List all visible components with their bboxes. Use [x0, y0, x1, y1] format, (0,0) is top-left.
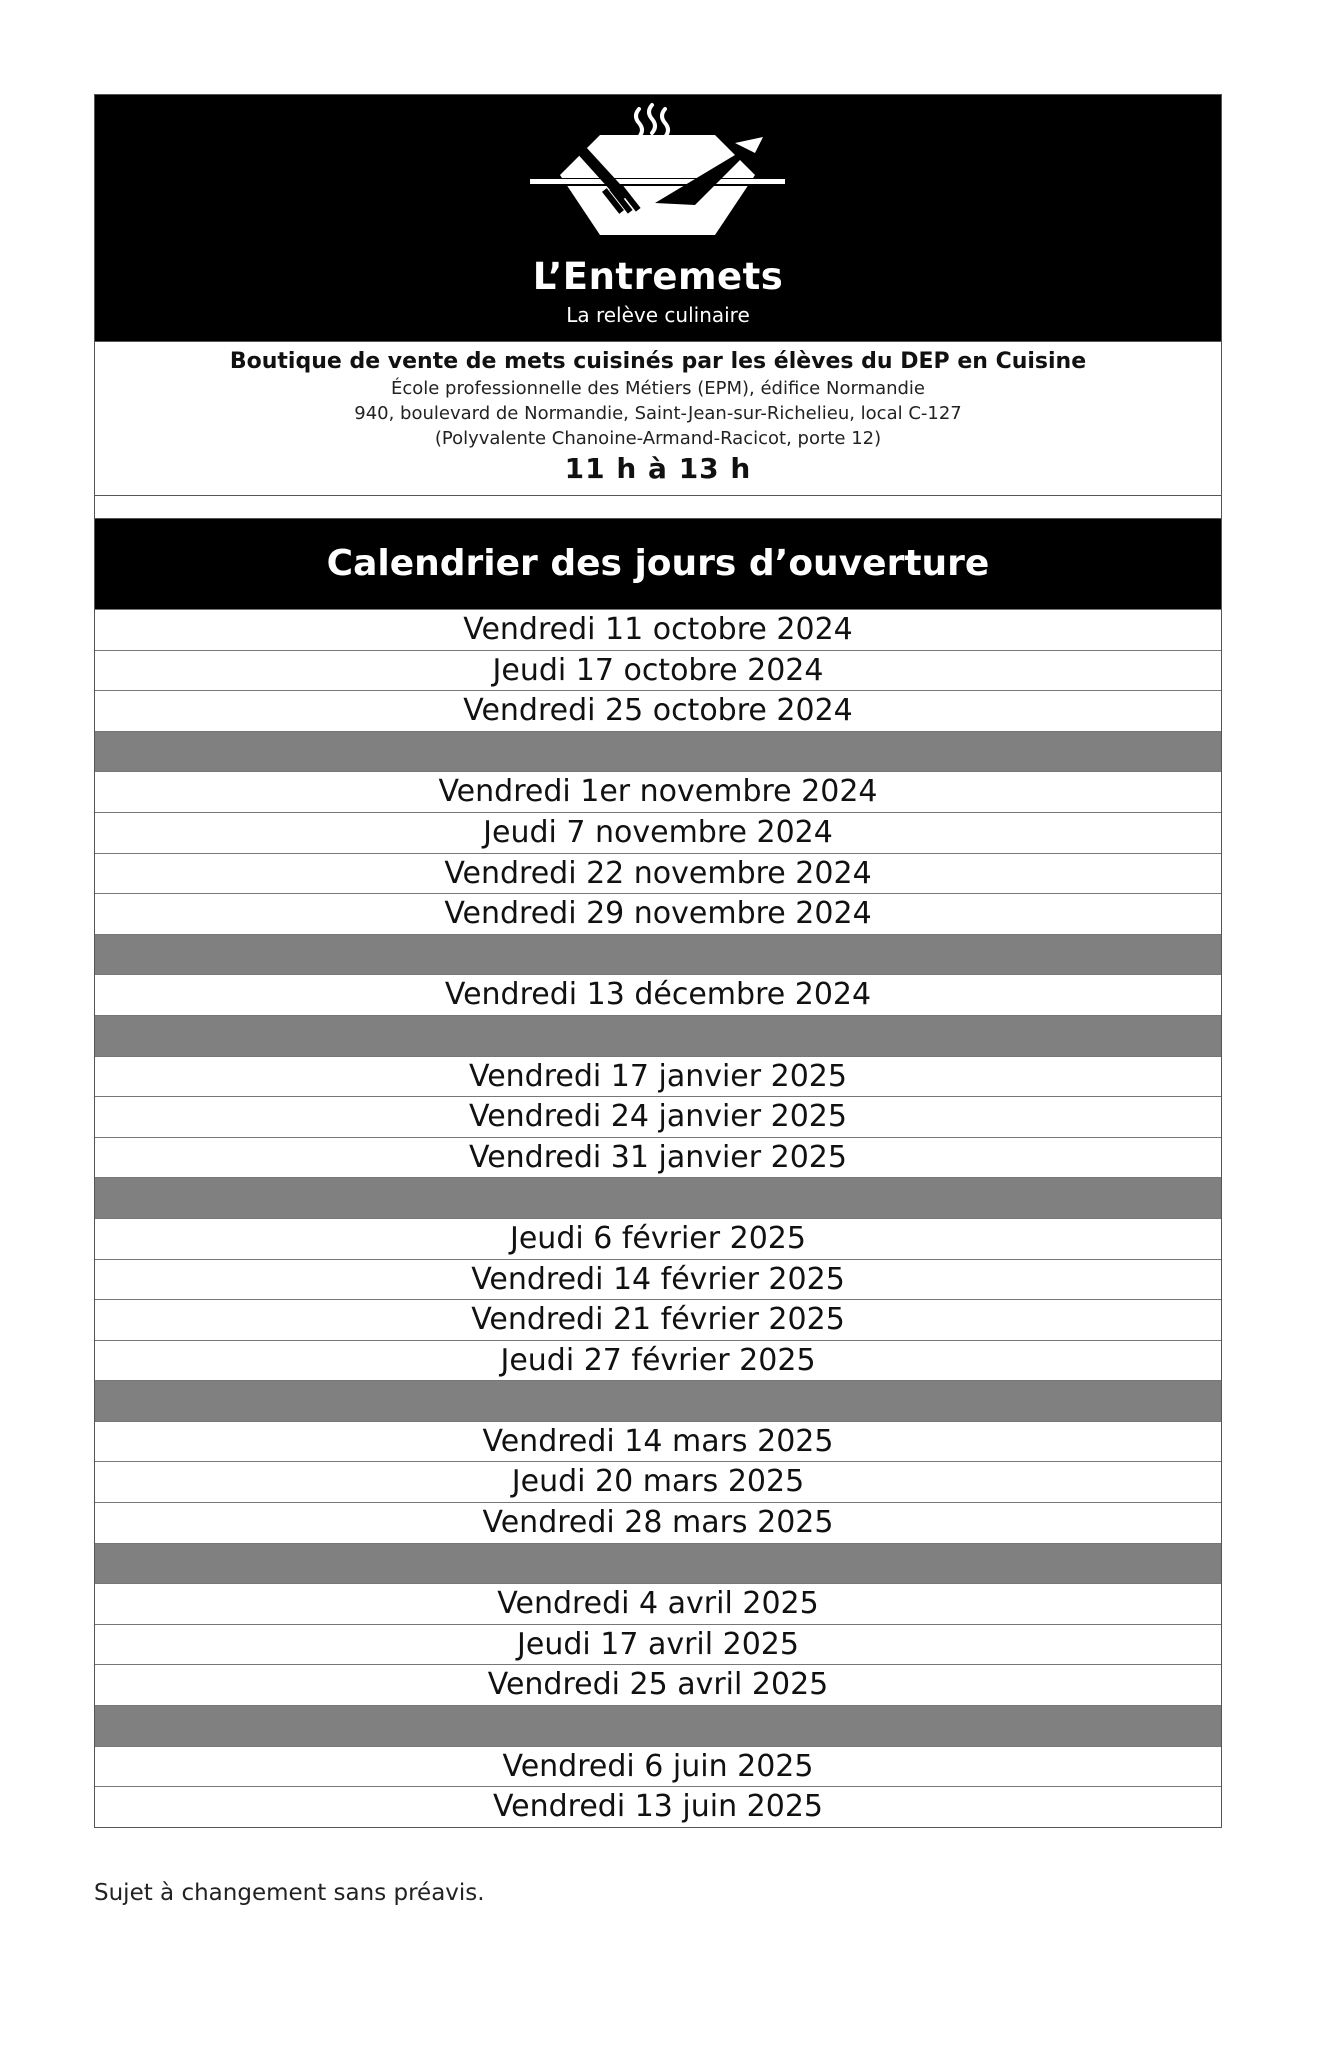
date-row: Jeudi 6 février 2025 [95, 1218, 1221, 1259]
date-row: Vendredi 4 avril 2025 [95, 1583, 1221, 1624]
month-separator-row [95, 1015, 1221, 1056]
date-row: Jeudi 17 octobre 2024 [95, 650, 1221, 691]
date-row: Vendredi 14 février 2025 [95, 1259, 1221, 1300]
month-separator-row [95, 731, 1221, 772]
date-row: Vendredi 21 février 2025 [95, 1299, 1221, 1340]
plate-fork-knife-steam-icon [95, 95, 1221, 255]
date-row: Vendredi 22 novembre 2024 [95, 853, 1221, 894]
date-row: Vendredi 24 janvier 2025 [95, 1096, 1221, 1137]
date-row: Vendredi 13 décembre 2024 [95, 974, 1221, 1015]
date-row: Vendredi 29 novembre 2024 [95, 893, 1221, 934]
date-row: Jeudi 27 février 2025 [95, 1340, 1221, 1381]
store-info [95, 341, 1221, 496]
month-separator-row [95, 1543, 1221, 1584]
date-row: Vendredi 14 mars 2025 [95, 1421, 1221, 1462]
date-row: Vendredi 6 juin 2025 [95, 1746, 1221, 1787]
door-info: (Polyvalente Chanoine-Armand-Racicot, porte 12) [434, 428, 882, 449]
store-description: Boutique de vente de mets cuisinés par les élèves du DEP en Cuisine [229, 349, 1087, 374]
month-separator-row [95, 1177, 1221, 1218]
date-row: Vendredi 31 janvier 2025 [95, 1137, 1221, 1178]
date-row: Jeudi 7 novembre 2024 [95, 812, 1221, 853]
school-name: École professionnelle des Métiers (EPM), édifice Normandie [390, 378, 926, 399]
brand-banner [95, 95, 1221, 341]
date-row: Vendredi 25 avril 2025 [95, 1664, 1221, 1705]
date-row: Vendredi 1er novembre 2024 [95, 771, 1221, 812]
schedule-sheet [94, 94, 1222, 1828]
brand-name: L’Entremets [532, 255, 784, 298]
address: 940, boulevard de Normandie, Saint-Jean-sur-Richelieu, local C-127 [354, 403, 962, 424]
month-separator-row [95, 1705, 1221, 1746]
brand-tagline: La relève culinaire [566, 303, 750, 327]
opening-hours: 11 h à 13 h [564, 452, 752, 485]
date-row: Vendredi 17 janvier 2025 [95, 1056, 1221, 1097]
calendar-title: Calendrier des jours d’ouverture [95, 519, 1221, 609]
date-row: Vendredi 28 mars 2025 [95, 1502, 1221, 1543]
date-row: Jeudi 17 avril 2025 [95, 1624, 1221, 1665]
month-separator-row [95, 934, 1221, 975]
month-separator-row [95, 1380, 1221, 1421]
date-row: Vendredi 25 octobre 2024 [95, 690, 1221, 731]
date-row: Vendredi 13 juin 2025 [95, 1786, 1221, 1827]
date-row: Vendredi 11 octobre 2024 [95, 609, 1221, 650]
spacer-row [95, 496, 1221, 519]
date-row: Jeudi 20 mars 2025 [95, 1461, 1221, 1502]
disclaimer-note: Sujet à changement sans préavis. [94, 1880, 485, 1906]
calendar-rows [95, 609, 1221, 1827]
